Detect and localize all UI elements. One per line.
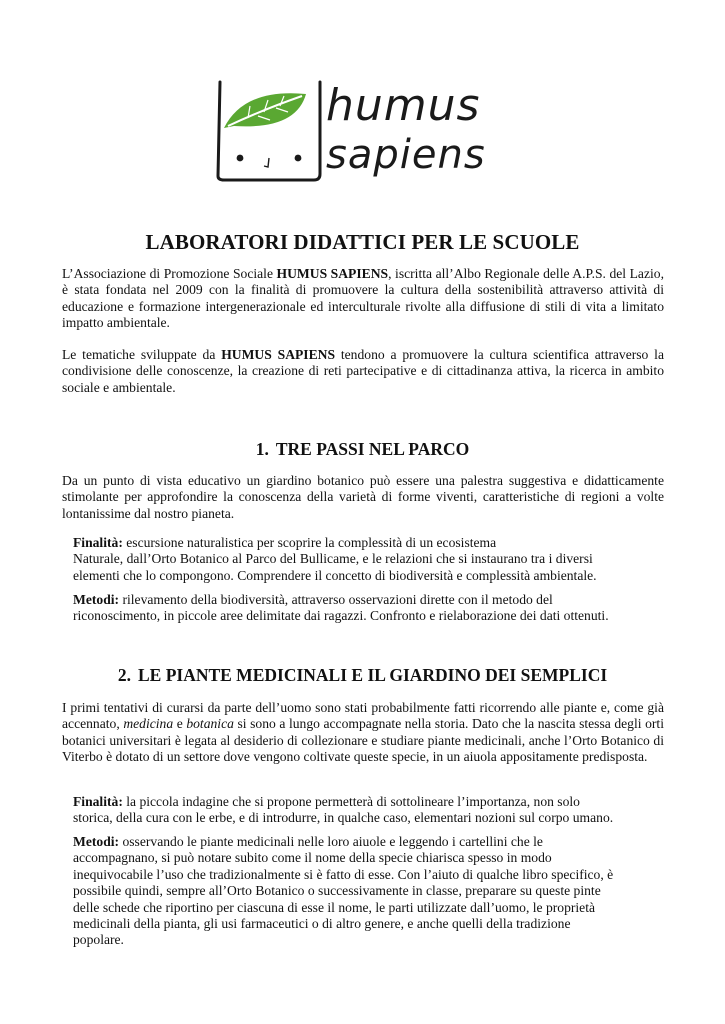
metodi-label: Metodi:	[73, 834, 120, 849]
section-2-heading	[0, 665, 725, 686]
humus-sapiens-logo	[214, 76, 514, 186]
org-name: HUMUS SAPIENS	[221, 347, 336, 362]
org-name: HUMUS SAPIENS	[276, 266, 389, 281]
finalita-label: Finalità:	[73, 535, 123, 550]
section-1-finalita	[73, 535, 664, 584]
italic-term: botanica	[186, 716, 234, 732]
finalita-text: storica, della cura con le erbe, e di introdurre, in qualche caso, elementari nozioni sul corpo umano.	[73, 810, 614, 826]
intro-p1-text-b: , iscritta all’Albo Regionale delle A.P.S. del Lazio, è stata fondata nel 2009 con la finalità di promuovere la cultura della sostenibilità attraverso attività di educazione e formazione intergenerazionale ed interculturale rivolte alla diffusione di stili di vita a limitato impatto ambientale.	[62, 266, 664, 331]
finalita-label: Finalità:	[73, 794, 123, 809]
intro-paragraph-2	[62, 347, 664, 396]
finalita-text: la piccola indagine che si propone permetterà di sottolineare l’importanza, non solo	[122, 794, 580, 809]
metodi-text: inequivocabile l’uso che tradizionalmente si è fatto di esse. Con l’aiuto di qualche libro specifico, è	[73, 866, 614, 882]
metodi-text: medicinali della pianta, gli usi farmaceutici o di altro genere, e anche quelli della tradizione	[73, 916, 571, 932]
metodi-text: accompagnano, si può notare subito come il nome della specie chiarisca spesso in modo	[73, 850, 552, 866]
metodi-text: osservando le piante medicinali nelle loro aiuole e leggendo i cartellini che le	[119, 834, 543, 849]
intro-paragraph-1	[62, 266, 664, 332]
logo-text-humus: humus	[326, 80, 481, 131]
section-2-title: LE PIANTE MEDICINALI E IL GIARDINO DEI SEMPLICI	[137, 665, 608, 685]
finalita-text: escursione naturalistica per scoprire la complessità di un ecosistema	[122, 535, 497, 550]
section-2-number: 2.	[117, 665, 131, 685]
section-2-body-text: I primi tentativi di curarsi da parte dell’uomo sono stati probabilmente fatti ricorrendo alle piante e, come già accennato,	[62, 700, 664, 732]
page-title: LABORATORI DIDATTICI PER LE SCUOLE	[145, 230, 580, 254]
section-2-body	[62, 700, 664, 766]
intro-p2-text-b: tendono a promuovere la cultura scientifica attraverso la condivisione delle conoscenze, la creazione di reti partecipative e di cittadinanza attiva, la ricerca in ambito sociale e ambientale.	[62, 347, 664, 395]
section-2-body-text: e	[173, 716, 187, 732]
intro-p2-text-a: Le tematiche sviluppate da	[62, 347, 222, 362]
section-2-finalita	[73, 794, 664, 827]
metodi-text: delle schede che riportino per ciascuna di esse il nome, le parti utilizzate dall’uomo, le proprietà	[73, 899, 596, 915]
section-1-number: 1.	[255, 439, 269, 459]
section-1-heading	[0, 439, 725, 460]
section-1-title: TRE PASSI NEL PARCO	[275, 439, 470, 459]
finalita-text: elementi che lo compongono. Comprendere il concetto di biodiversità e complessità ambientale.	[73, 567, 597, 583]
metodi-label: Metodi:	[73, 592, 120, 607]
metodi-text: popolare.	[73, 932, 124, 948]
intro-p1-text-a: L’Associazione di Promozione Sociale	[62, 266, 277, 281]
finalita-text: Naturale, dall’Orto Botanico al Parco del Bullicame, e le relazioni che si instaurano tra i diversi	[73, 551, 593, 567]
metodi-text: rilevamento della biodiversità, attraverso osservazioni dirette con il metodo del	[119, 592, 553, 607]
section-1-metodi	[73, 592, 664, 625]
metodi-text: riconoscimento, in piccole aree delimitate dai ragazzi. Confronto e rielaborazione dei dati ottenuti.	[73, 608, 609, 624]
logo-text-sapiens: sapiens	[326, 132, 486, 178]
section-2-metodi	[73, 834, 664, 949]
metodi-text: possibile quindi, sempre all’Orto Botanico o successivamente in classe, preparare su queste pinte	[73, 883, 601, 899]
section-2-body-text: si sono a lungo accompagnate nella storia. Dato che la nascita stessa degli orti botanici universitari è legata al desiderio di collezionare e studiare piante medicinali, anche l’Orto Botanico di Viterbo è dotato di un settore dove vengono coltivate queste specie, in un aiuola appositamente predisposta.	[62, 716, 664, 765]
section-1-body: Da un punto di vista educativo un giardino botanico può essere una palestra suggestiva e didatticamente stimolante per approfondire la conoscenza della varietà di forme viventi, caratteristiche di regioni a volte lontanissime dal nostro pianeta.	[62, 473, 664, 521]
italic-term: medicina	[123, 716, 174, 732]
